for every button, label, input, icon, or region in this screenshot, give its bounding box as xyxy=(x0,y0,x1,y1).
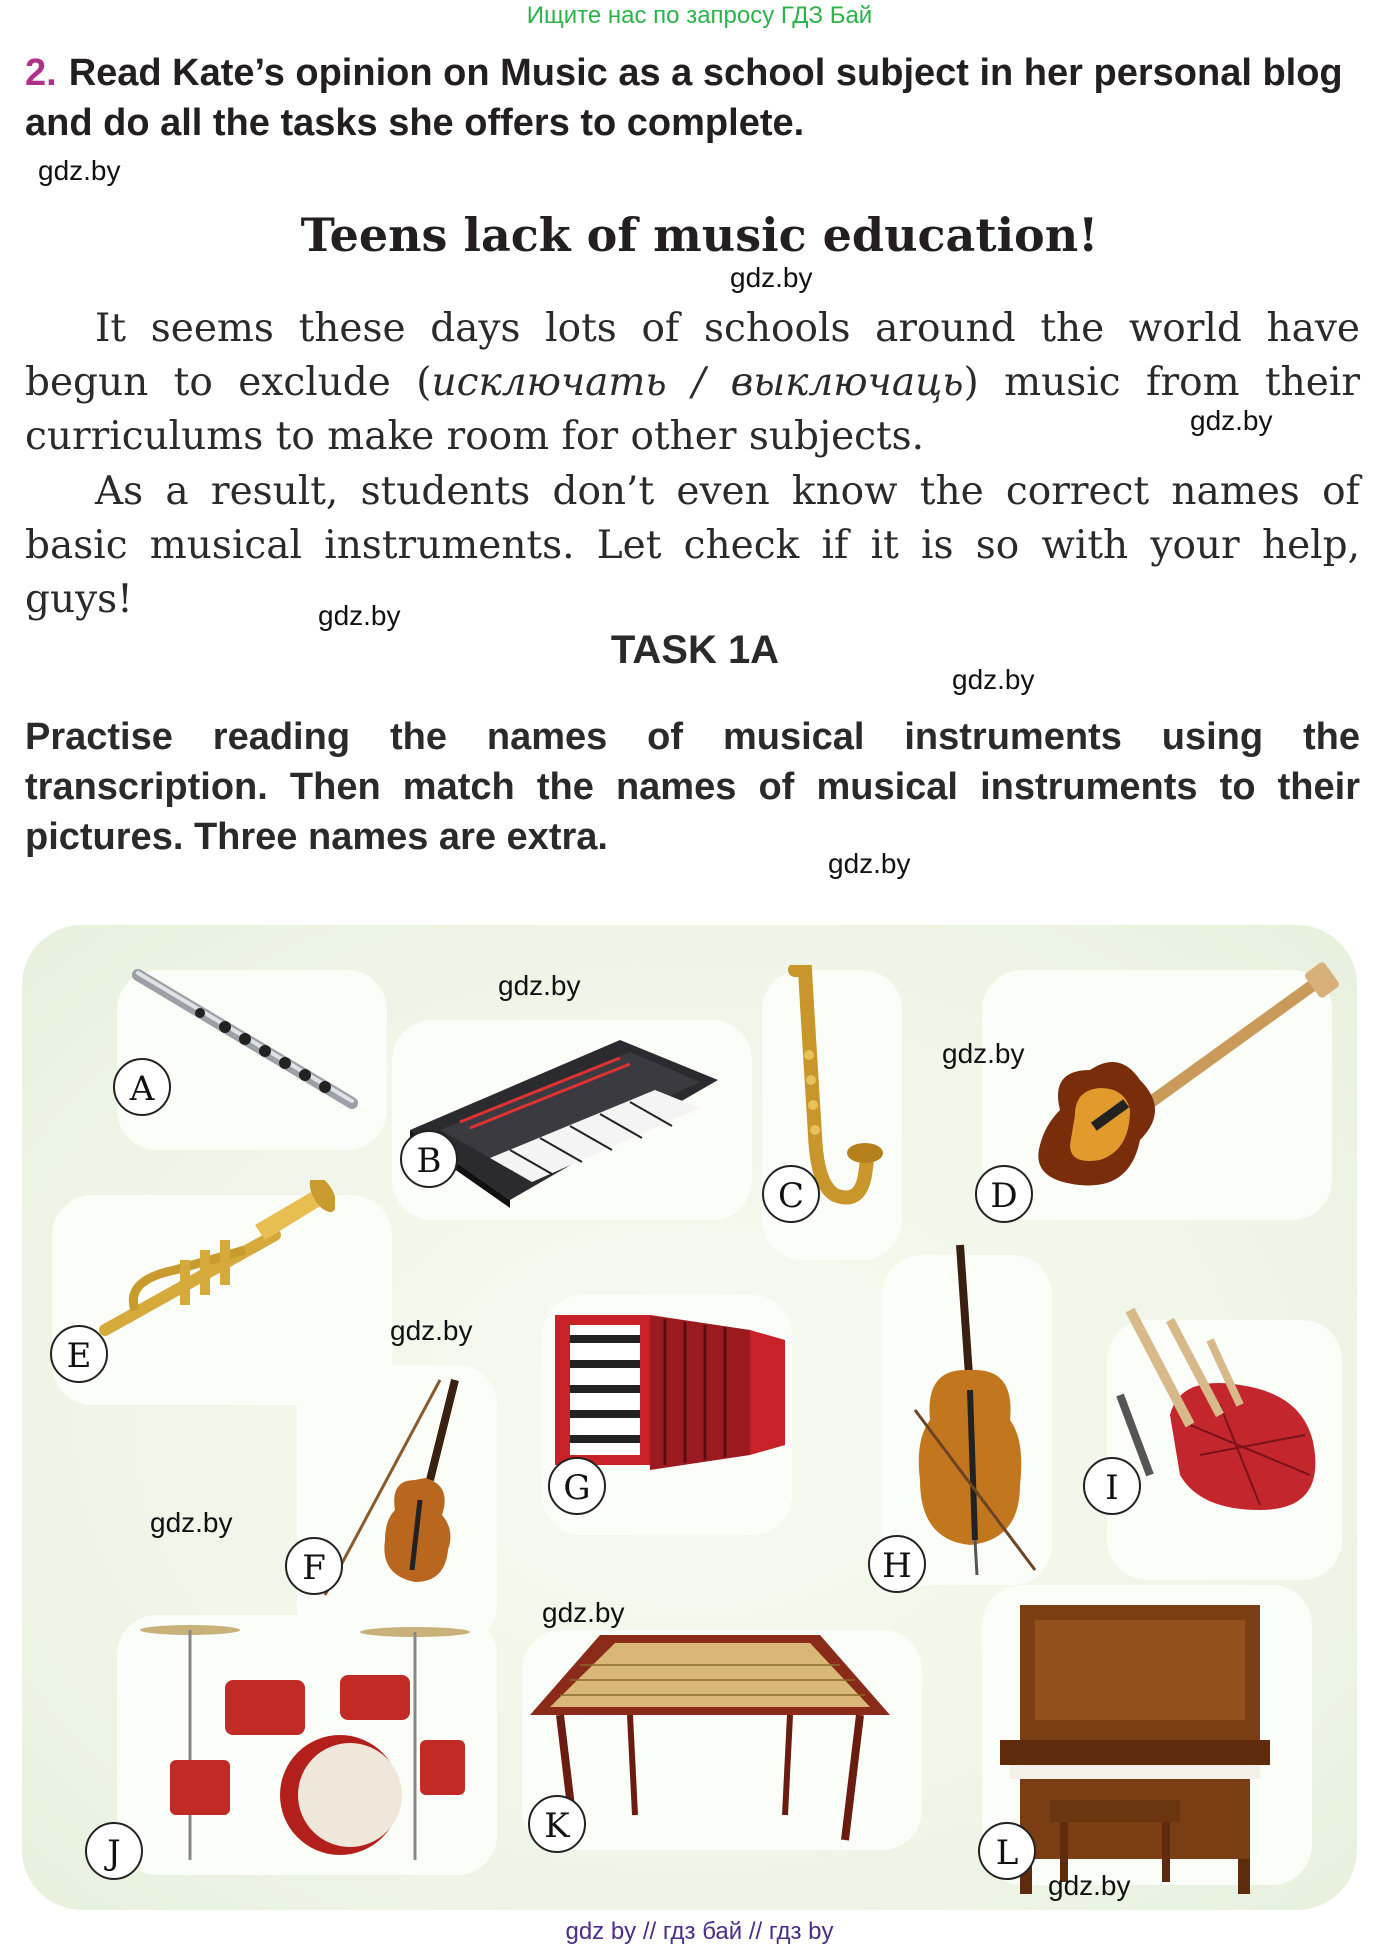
blog-title: Teens lack of music education! xyxy=(300,208,1099,262)
label-b: B xyxy=(400,1130,458,1188)
footer-links: gdz by // гдз бай // гдз by xyxy=(565,1918,834,1945)
watermark: gdz.by xyxy=(542,1597,625,1628)
watermark: gdz.by xyxy=(1048,1870,1131,1901)
cello-picture xyxy=(895,1240,1045,1580)
watermark: gdz.by xyxy=(828,848,911,879)
task1a-heading: TASK 1A xyxy=(610,628,780,672)
violin-picture xyxy=(320,1370,500,1600)
watermark: gdz.by xyxy=(952,664,1035,695)
watermark: gdz.by xyxy=(1190,405,1273,436)
label-k: K xyxy=(528,1795,586,1853)
para1-translation: исключать / выключаць xyxy=(431,360,964,405)
label-c: C xyxy=(762,1165,820,1223)
label-j: J xyxy=(85,1822,143,1880)
watermark: gdz.by xyxy=(498,970,581,1001)
para1-start: It seems these days lots of schools around the world have begun to exclude ( xyxy=(25,306,1360,405)
accordion-picture xyxy=(550,1305,790,1480)
task-heading xyxy=(25,48,1375,148)
label-h: H xyxy=(868,1535,926,1593)
watermark: gdz.by xyxy=(150,1507,233,1538)
blog-paragraph-2 xyxy=(25,465,1360,627)
label-g: G xyxy=(548,1457,606,1515)
bass-guitar-picture xyxy=(1020,960,1340,1200)
label-f: F xyxy=(285,1537,343,1595)
bagpipes-picture xyxy=(1110,1305,1330,1515)
drum-kit-picture xyxy=(130,1620,480,1870)
watermark: gdz.by xyxy=(942,1038,1025,1069)
label-d: D xyxy=(975,1165,1033,1223)
task-instruction: Read Kate’s opinion on Music as a school subject in her personal blog and do all the tasks she offers to complete. xyxy=(25,52,1343,144)
para1-end: ) music from their curriculums to make room for other subjects. xyxy=(25,360,1360,459)
para2-text: As a result, students don’t even know the correct names of basic musical instruments. Let check if it is so with your help, guys! xyxy=(25,469,1360,622)
label-e: E xyxy=(50,1325,108,1383)
watermark: gdz.by xyxy=(730,262,813,293)
watermark: gdz.by xyxy=(318,600,401,631)
watermark: gdz.by xyxy=(38,155,121,186)
label-l: L xyxy=(978,1822,1036,1880)
site-banner: Ищите нас по запросу ГДЗ Бай xyxy=(526,2,873,29)
label-a: A xyxy=(113,1058,171,1116)
watermark: gdz.by xyxy=(390,1315,473,1346)
blog-paragraph-1 xyxy=(25,302,1360,464)
trumpet-picture xyxy=(95,1180,335,1350)
synthesizer-picture xyxy=(400,1030,720,1210)
label-i: I xyxy=(1083,1457,1141,1515)
task-number: 2. xyxy=(25,52,57,94)
task1a-instruction: Practise reading the names of musical instruments using the transcription. Then match the names of musical instruments to their pictures. Three names are extra. xyxy=(25,716,1360,858)
